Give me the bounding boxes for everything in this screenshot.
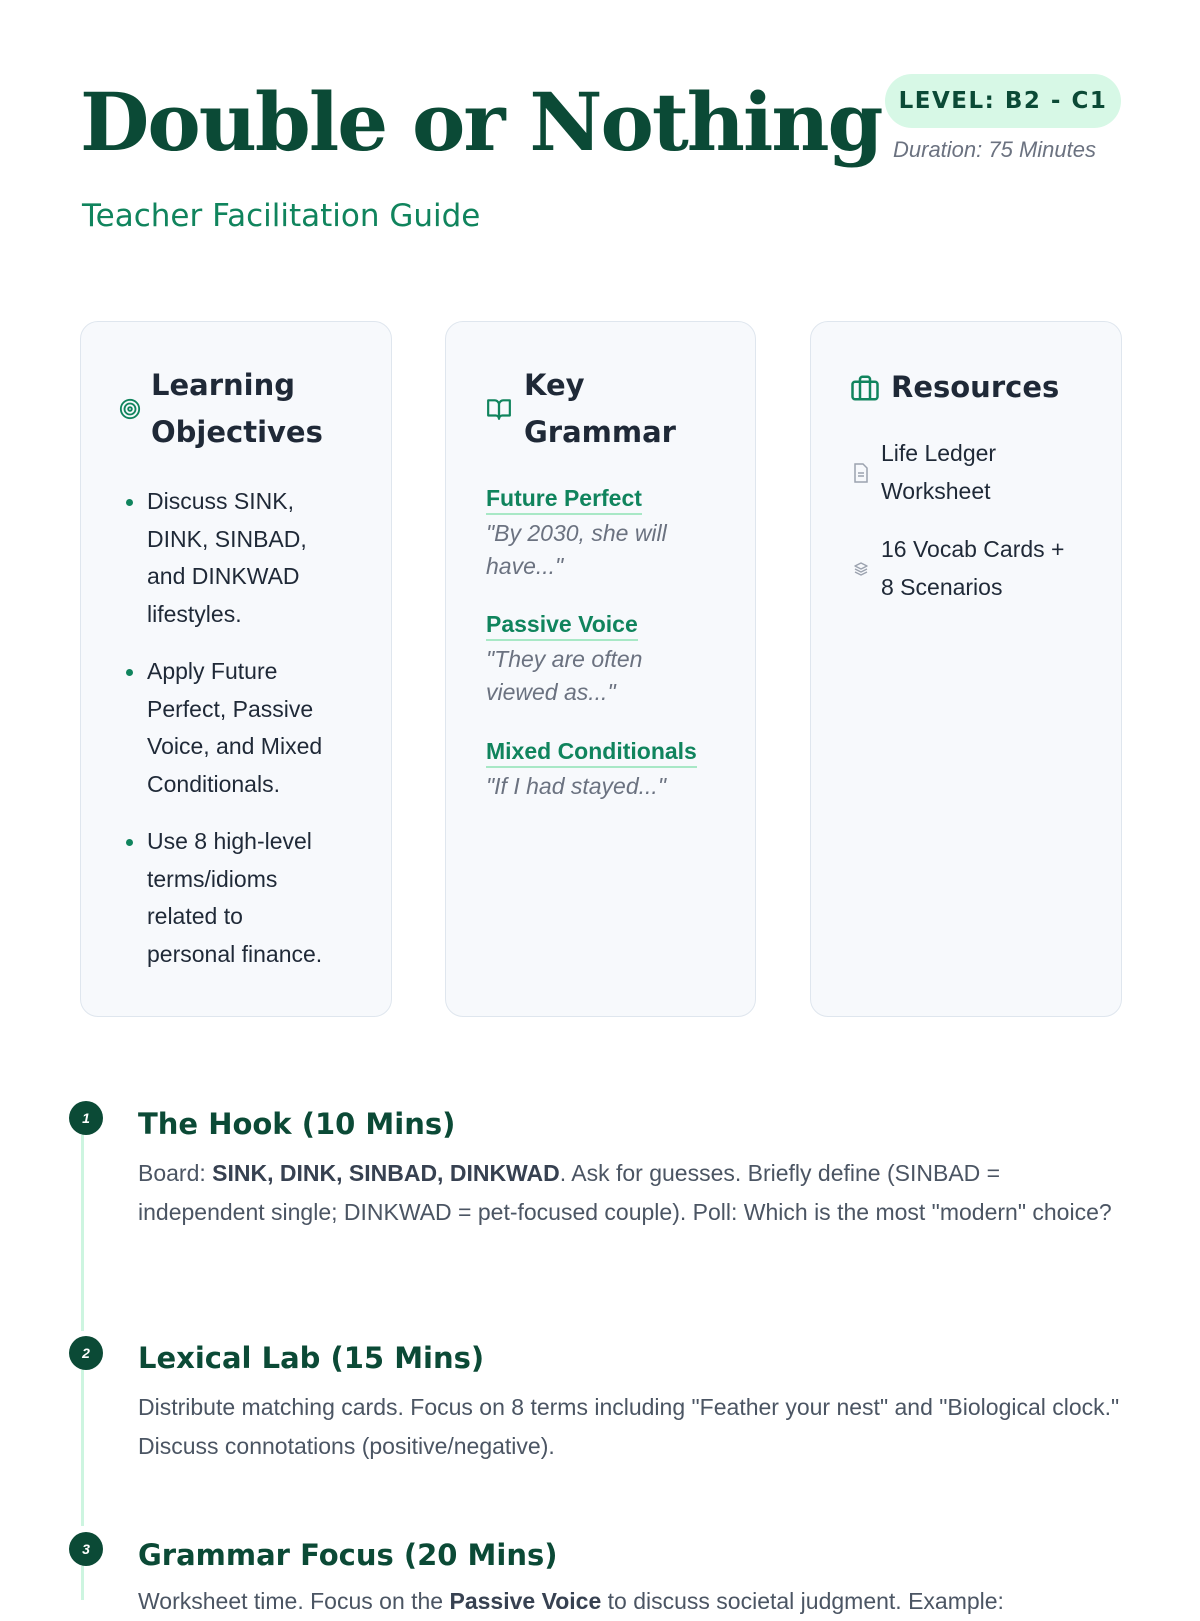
- grammar-item: [486, 737, 726, 803]
- card-header: [119, 362, 323, 456]
- step-title: The Hook (10 Mins): [138, 1107, 456, 1141]
- list-item: Use 8 high-level terms/idioms related to personal finance.: [123, 823, 353, 973]
- book-open-icon: [484, 396, 514, 422]
- grammar-example: "If I had stayed...": [486, 773, 666, 799]
- briefcase-icon: [849, 373, 881, 403]
- resource-item: [853, 435, 996, 510]
- step-title: Lexical Lab (15 Mins): [138, 1341, 485, 1375]
- level-badge: LEVEL: B2 - C1: [885, 74, 1121, 128]
- resources-card: [810, 321, 1122, 1017]
- resource-label: Life Ledger Worksheet: [881, 440, 997, 504]
- grammar-item: [486, 610, 726, 709]
- grammar-example: "They are often viewed as...": [486, 646, 643, 705]
- objectives-list: [123, 483, 353, 993]
- target-icon: [119, 398, 141, 420]
- step-number-badge: 1: [69, 1101, 103, 1135]
- card-header: [484, 362, 676, 456]
- list-item: Discuss SINK, DINK, SINBAD, and DINKWAD lifestyles.: [123, 483, 353, 633]
- page-title: Double or Nothing: [80, 75, 882, 169]
- step-number-badge: 2: [69, 1336, 103, 1370]
- step-body: Worksheet time. Focus on the Passive Voice to discuss societal judgment. Example:: [138, 1588, 1004, 1614]
- timeline-line: [81, 1566, 84, 1600]
- duration-label: Duration: 75 Minutes: [893, 137, 1096, 162]
- step-body: Distribute matching cards. Focus on 8 terms including "Feather your nest" and "Biological clock." Discuss connotations (positive/negative).: [138, 1394, 1120, 1459]
- page-subtitle: Teacher Facilitation Guide: [82, 198, 481, 234]
- list-item: Apply Future Perfect, Passive Voice, and Mixed Conditionals.: [123, 653, 353, 803]
- learning-objectives-card: [80, 321, 392, 1017]
- grammar-name: Passive Voice: [486, 610, 638, 641]
- document-icon: [853, 463, 869, 483]
- timeline-line: [81, 1370, 84, 1526]
- grammar-name: Future Perfect: [486, 484, 642, 515]
- card-title: Learning Objectives: [151, 368, 323, 449]
- layers-icon: [853, 561, 869, 577]
- card-header: [849, 364, 1059, 411]
- step-number-badge: 3: [69, 1532, 103, 1566]
- step-body: Board: SINK, DINK, SINBAD, DINKWAD. Ask for guesses. Briefly define (SINBAD = independent single; DINKWAD = pet-focused couple). Poll: Which is the most "modern" choice?: [138, 1160, 1112, 1225]
- grammar-example: "By 2030, she will have...": [486, 520, 667, 579]
- timeline-line: [81, 1135, 84, 1331]
- grammar-item: [486, 484, 726, 583]
- resource-label: 16 Vocab Cards + 8 Scenarios: [881, 536, 1065, 600]
- step-title: Grammar Focus (20 Mins): [138, 1538, 558, 1572]
- key-grammar-card: [445, 321, 756, 1017]
- resource-item: [853, 531, 1064, 606]
- card-title: Key Grammar: [524, 368, 676, 449]
- grammar-name: Mixed Conditionals: [486, 737, 697, 768]
- card-title: Resources: [891, 370, 1060, 404]
